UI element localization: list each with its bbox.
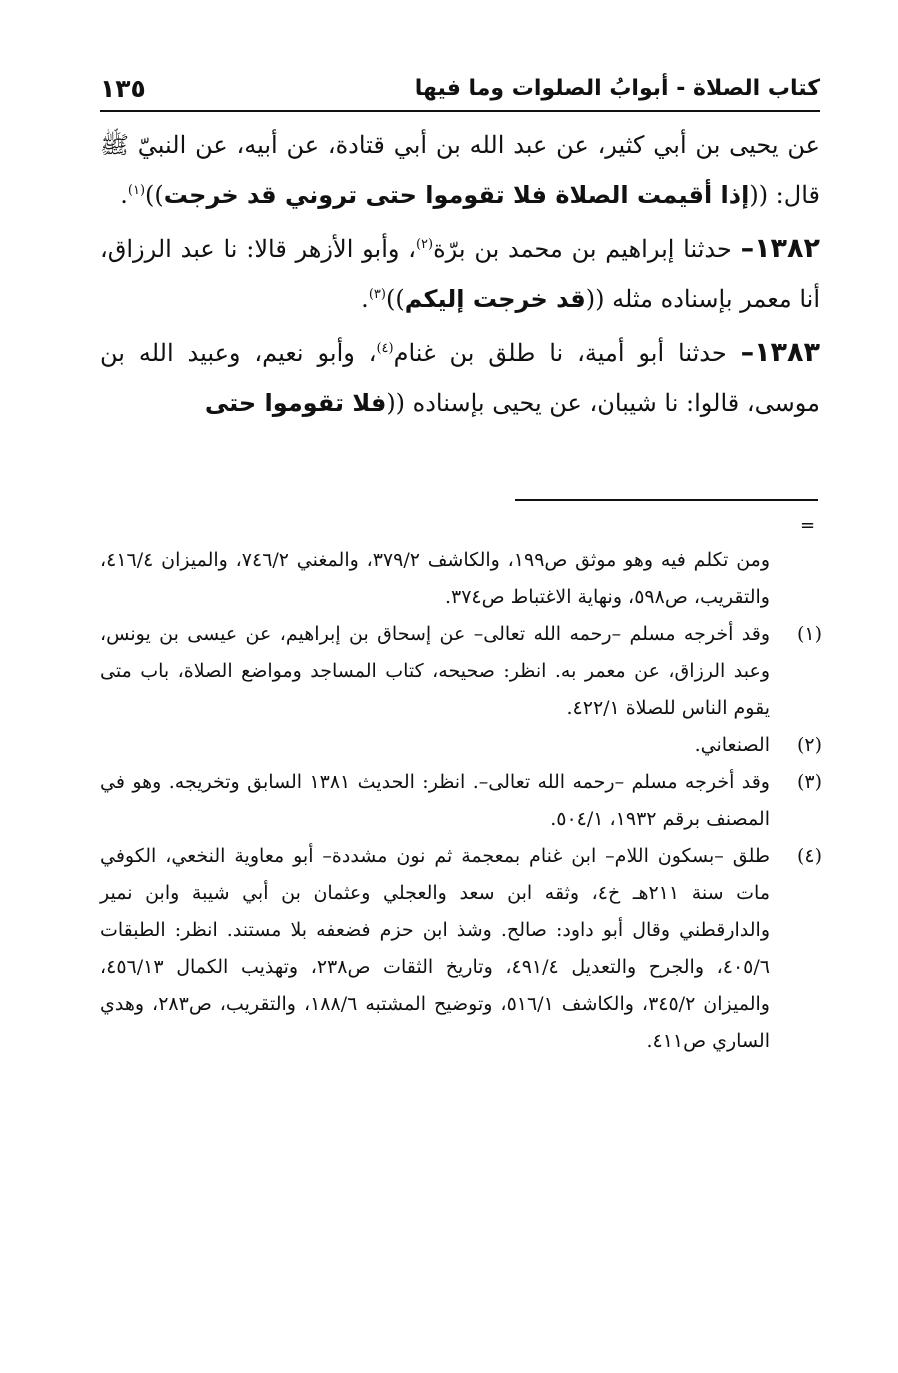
hadith-text: حدثنا إبراهيم بن محمد بن برّة [433, 235, 741, 263]
footnote-ref-3[interactable]: (٣) [368, 287, 386, 302]
footnote-ref-1[interactable]: (١) [127, 183, 146, 198]
main-text [100, 120, 820, 432]
hadith-text: ، وأبو الأزهر قالا: نا عبد الرزاق، أنا معمر بإسناده مثله (( [100, 235, 820, 313]
footnote-4 [100, 838, 822, 1060]
quote-close: )) [145, 181, 164, 209]
hadith-text: عن يحيى بن أبي كثير، عن عبد الله بن أبي قتادة، عن أبيه، عن النبيّ ﷺ قال: (( [100, 131, 820, 209]
quote-close: )) [385, 285, 405, 313]
footnote-number: (٤) [796, 845, 822, 867]
header-rule [100, 110, 820, 112]
hadith-number: ١٣٨٣– [740, 337, 820, 368]
running-header [100, 72, 820, 108]
footnote-text: الصنعاني. [694, 734, 770, 756]
chapter-title: كتاب الصلاة - أبوابُ الصلوات وما فيها [414, 76, 820, 101]
footnote-1 [100, 616, 822, 727]
hadith-paragraph-1382 [100, 224, 820, 324]
hadith-number: ١٣٨٢– [740, 233, 820, 264]
footnote-text: ومن تكلم فيه وهو موثق ص١٩٩، والكاشف ٣٧٩/٢، والمغني ٧٤٦/٢، والميزان ٤١٦/٤، والتقريب، ص٥٩٨، ونهاية الاغتباط ص٣٧٤. [100, 549, 771, 608]
footnote-3 [100, 764, 822, 838]
hadith-matn-bold: قد خرجت إليكم [404, 285, 586, 313]
footnote-text: وقد أخرجه مسلم –رحمه الله تعالى–. انظر: الحديث ١٣٨١ السابق وتخريجه. وهو في المصنف برقم ١٩٣٢، ٥٠٤/١. [100, 771, 770, 830]
footnote-separator [515, 499, 818, 501]
footnote-ref-2[interactable]: (٢) [415, 237, 434, 252]
footnotes [100, 542, 822, 1060]
hadith-paragraph-1 [100, 120, 820, 220]
footnote-number: (٢) [796, 734, 822, 756]
footnote-number: (٣) [796, 771, 822, 793]
hadith-text: حدثنا أبو أمية، نا طلق بن غنام [393, 339, 741, 367]
footnote-2 [100, 727, 822, 764]
footnote-ref-4[interactable]: (٤) [376, 341, 394, 356]
period: . [361, 285, 369, 313]
hadith-text: ، وأبو نعيم، وعبيد الله بن موسى، قالوا: نا شيبان، عن يحيى بإسناده (( [100, 339, 820, 417]
hadith-paragraph-1383 [100, 328, 820, 428]
footnote-continued [100, 542, 822, 616]
footnote-number: (١) [796, 623, 822, 645]
footnote-text: وقد أخرجه مسلم –رحمه الله تعالى– عن إسحاق بن إبراهيم، عن عيسى بن يونس، وعبد الرزاق، عن معمر به. انظر: صحيحه، كتاب المساجد ومواضع الصلاة، باب متى يقوم الناس للصلاة ٤٢٢/١. [100, 623, 770, 719]
continuation-mark: = [800, 515, 816, 536]
hadith-matn-bold: فلا تقوموا حتى [204, 389, 387, 417]
hadith-matn-bold: إذا أقيمت الصلاة فلا تقوموا حتى تروني قد خرجت [163, 181, 750, 209]
footnote-text: طلق –بسكون اللام– ابن غنام بمعجمة ثم نون مشددة– أبو معاوية النخعي، الكوفي مات سنة ٢١١هـ خ٤، وثقه ابن سعد والعجلي وعثمان بن أبي شيبة وابن نمير والدارقطني وقال أبو داود: صالح. وشذ ابن حزم فضعفه بلا مستند. انظر: الطبقات ٤٠٥/٦، والجرح والتعديل ٤٩١/٤، وتاريخ الثقات ص٢٣٨، وتهذيب الكمال ٤٥٦/١٣، والميزان ٣٤٥/٢، والكاشف ٥١٦/١، وتوضيح المشتبه ١٨٨/٦، والتقريب، ص٢٨٣، وهدي الساري ص٤١١. [100, 845, 771, 1052]
period: . [120, 181, 128, 209]
page-number: ١٣٥ [100, 74, 146, 103]
